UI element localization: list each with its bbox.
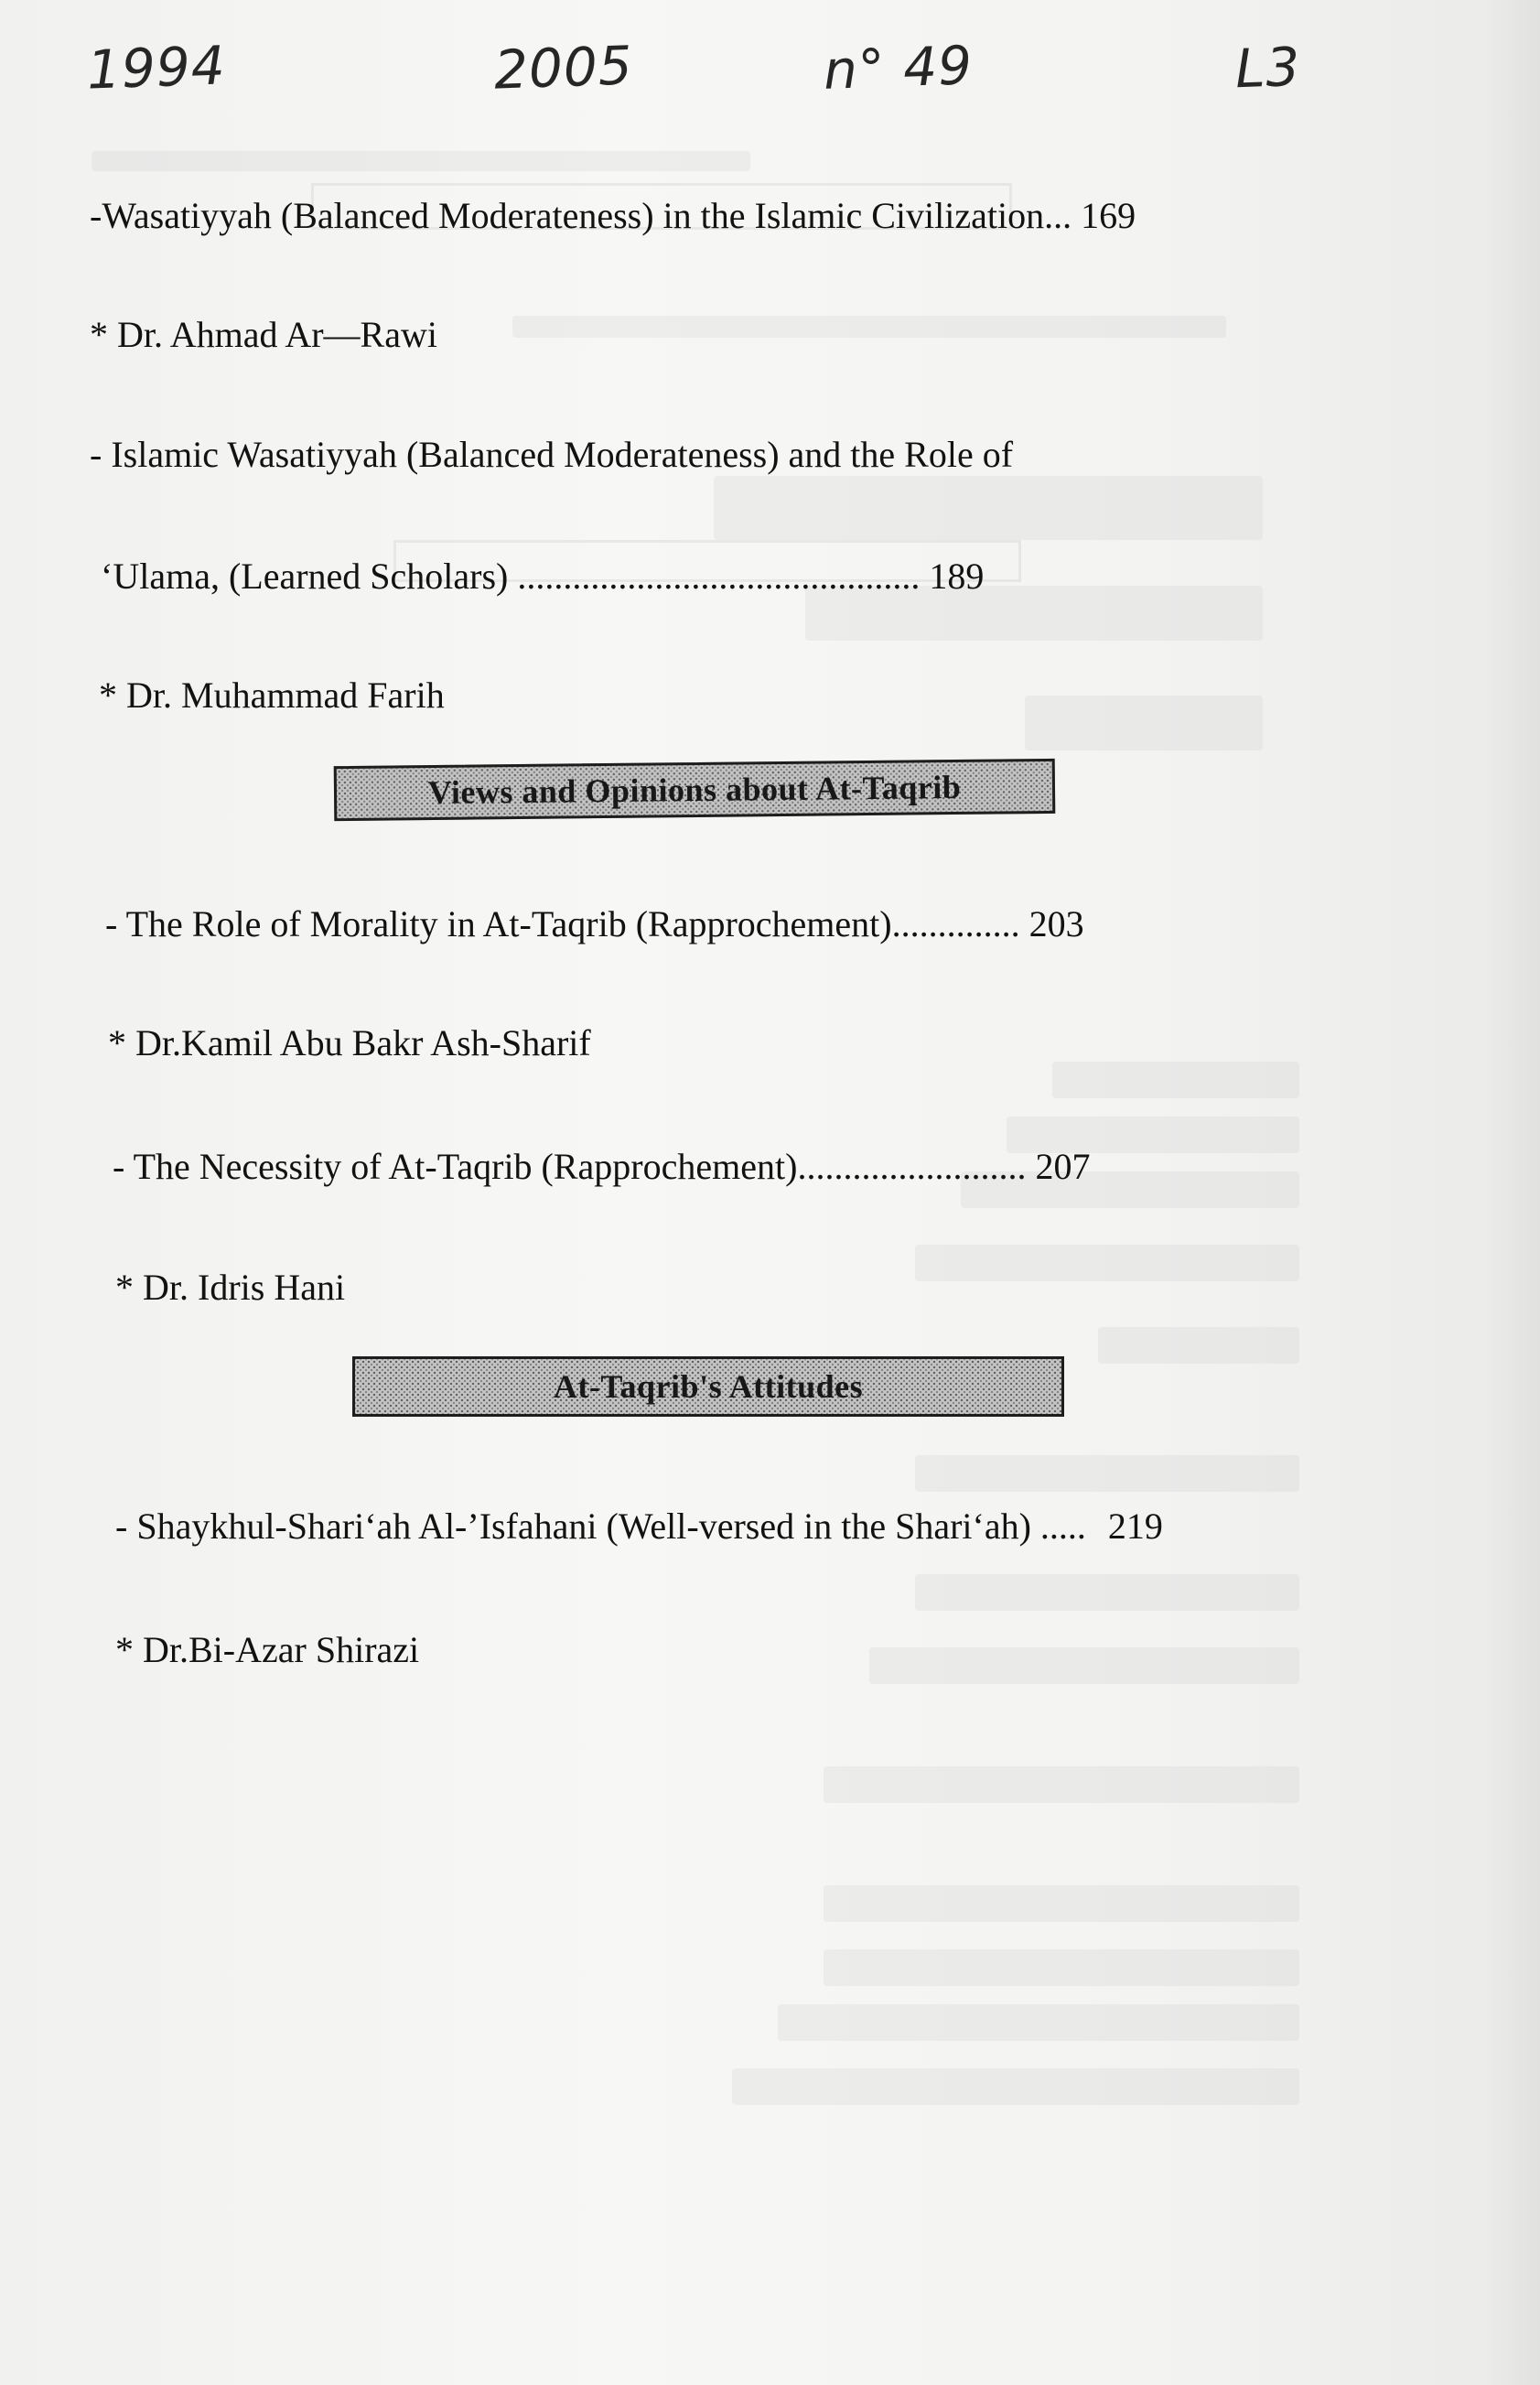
bleed-through-mark — [915, 1245, 1299, 1281]
bleed-through-mark — [915, 1455, 1299, 1492]
bleed-through-mark — [778, 2004, 1299, 2041]
toc-entry-author: * Dr. Muhammad Farih — [99, 674, 445, 716]
toc-entry-title-continued: ‘Ulama, (Learned Scholars) ............................................ — [101, 556, 921, 597]
toc-entry-author: * Dr. Ahmad Ar—Rawi — [90, 314, 437, 355]
handwritten-note-year: 1994 — [85, 34, 227, 102]
bleed-through-mark — [512, 316, 1226, 338]
bleed-through-mark — [869, 1647, 1299, 1684]
bleed-through-mark — [92, 151, 750, 171]
scan-shadow-edge — [1485, 0, 1540, 2385]
toc-entry — [90, 434, 1014, 475]
toc-entry-page: 169 — [1081, 195, 1136, 236]
section-banner-title: Views and Opinions about At-Taqrib — [427, 768, 962, 812]
toc-entry — [90, 195, 1136, 236]
toc-entry-author: * Dr. Idris Hani — [115, 1267, 346, 1308]
toc-entry — [115, 1505, 1163, 1547]
handwritten-note-number: n° 49 — [822, 34, 975, 102]
bleed-through-mark — [732, 2068, 1299, 2105]
toc-entry-title: - Islamic Wasatiyyah (Balanced Moderateness) and the Role of — [90, 434, 1014, 475]
section-banner-views — [334, 759, 1056, 821]
toc-entry-continuation — [101, 558, 984, 595]
section-banner-attitudes — [352, 1356, 1064, 1417]
toc-entry-title: - The Role of Morality in At-Taqrib (Rapprochement).............. — [105, 903, 1020, 944]
toc-entry-page: 207 — [1035, 1146, 1091, 1187]
toc-entry-author: * Dr.Bi-Azar Shirazi — [115, 1629, 420, 1670]
bleed-through-mark — [824, 1949, 1299, 1986]
toc-entry-page: 203 — [1028, 903, 1084, 944]
toc-entry — [113, 1146, 1091, 1187]
bleed-through-mark — [824, 1885, 1299, 1922]
bleed-through-mark — [714, 476, 1263, 540]
toc-entry-title: -Wasatiyyah (Balanced Moderateness) in the Islamic Civilization... — [90, 195, 1072, 236]
toc-entry-page: 189 — [929, 556, 985, 597]
bleed-through-mark — [1098, 1327, 1299, 1364]
handwritten-note-year: 2005 — [492, 34, 634, 102]
bleed-through-mark — [824, 1766, 1299, 1803]
bleed-through-mark — [1052, 1062, 1299, 1098]
bleed-through-mark — [1025, 696, 1263, 750]
bleed-through-mark — [915, 1574, 1299, 1611]
handwritten-note-code: L3 — [1233, 35, 1302, 101]
section-banner-title: At-Taqrib's Attitudes — [553, 1368, 864, 1405]
toc-entry-author: * Dr.Kamil Abu Bakr Ash-Sharif — [108, 1022, 591, 1063]
toc-entry — [105, 903, 1084, 944]
toc-entry-page: 219 — [1107, 1505, 1163, 1547]
toc-entry-title: - Shaykhul-Shari‘ah Al-’Isfahani (Well-versed in the Shari‘ah) ..... — [115, 1505, 1086, 1547]
toc-entry-title: - The Necessity of At-Taqrib (Rapprochement)......................... — [113, 1146, 1027, 1187]
